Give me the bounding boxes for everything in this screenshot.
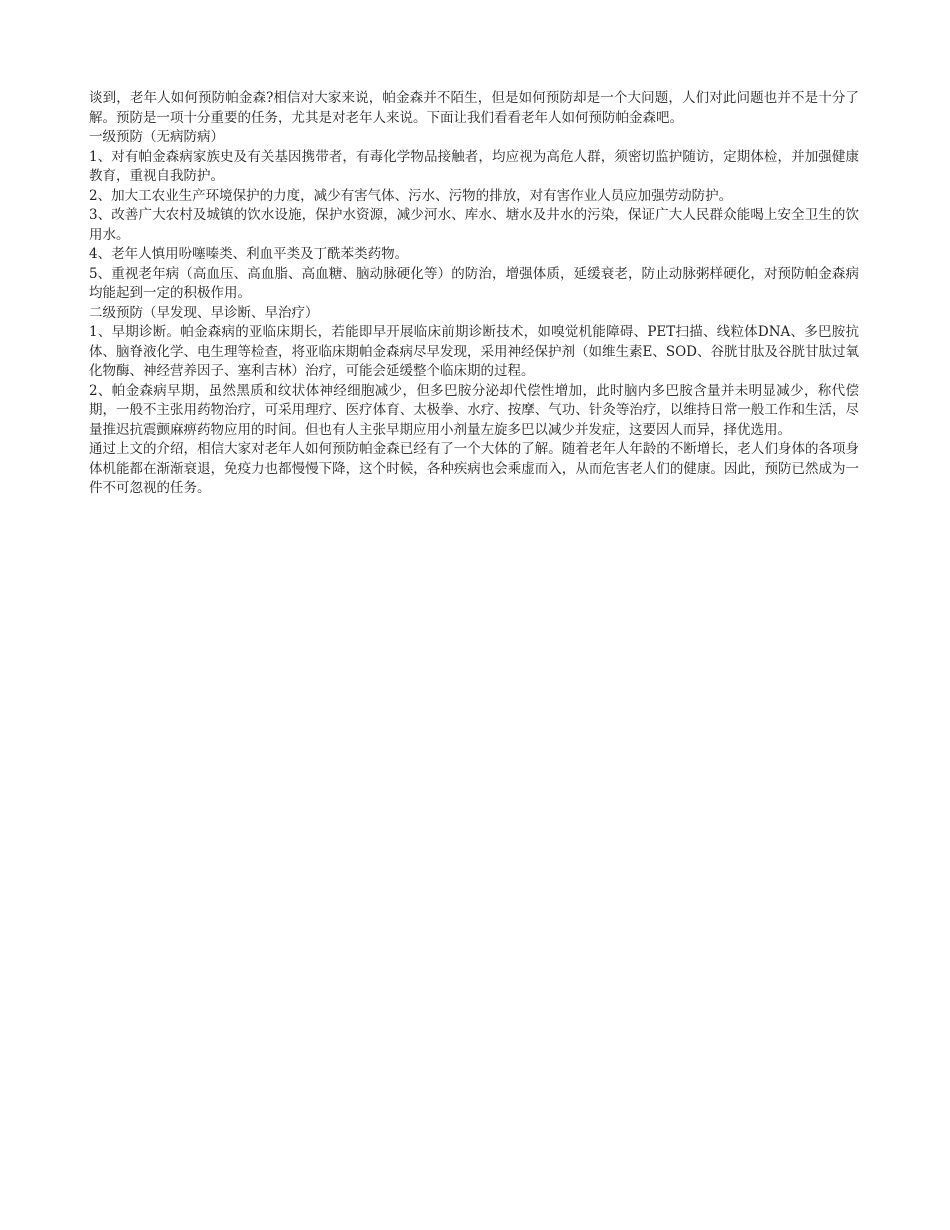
secondary-item-1: 1、早期诊断。帕金森病的亚临床期长，若能即早开展临床前期诊断技术，如嗅觉机能障碍、PET扫描、线粒体DNA、多巴胺抗体、脑脊液化学、电生理等检查，将亚临床期帕金森病尽早发现，采用神经保护剂（如维生素E、SOD、谷胱甘肽及谷胱甘肽过氧化物酶、神经营养因子、塞利吉林）治疗，可能会延缓整个临床期的过程。	[89, 324, 859, 379]
primary-item-1: 1、对有帕金森病家族史及有关基因携带者，有毒化学物品接触者，均应视为高危人群，须密切监护随访，定期体检，并加强健康教育，重视自我防护。	[89, 148, 859, 184]
primary-item-4: 4、老年人慎用吩噻嗪类、利血平类及丁酰苯类药物。	[89, 246, 409, 262]
primary-item-3: 3、改善广大农村及城镇的饮水设施，保护水资源，减少河水、库水、塘水及井水的污染，保证广大人民群众能喝上安全卫生的饮用水。	[89, 207, 859, 243]
conclusion-paragraph: 通过上文的介绍，相信大家对老年人如何预防帕金森已经有了一个大体的了解。随着老年人年龄的不断增长，老人们身体的各项身体机能都在渐渐衰退，免疫力也都慢慢下降，这个时候，各种疾病也会乘虚而入，从而危害老人们的健康。因此，预防已然成为一件不可忽视的任务。	[89, 441, 859, 496]
document-body	[89, 89, 859, 499]
primary-item-2: 2、加大工农业生产环境保护的力度，减少有害气体、污水、污物的排放，对有害作业人员应加强劳动防护。	[89, 187, 733, 204]
section-heading-secondary-prevention: 二级预防（早发现、早诊断、早治疗）	[89, 304, 319, 321]
intro-paragraph: 谈到，老年人如何预防帕金森?相信对大家来说，帕金森并不陌生，但是如何预防却是一个大问题，人们对此问题也并不是十分了解。预防是一项十分重要的任务，尤其是对老年人来说。下面让我们看看老年人如何预防帕金森吧。	[89, 90, 859, 126]
section-heading-primary-prevention: 一级预防（无病防病）	[89, 129, 224, 145]
primary-item-5: 5、重视老年病（高血压、高血脂、高血糖、脑动脉硬化等）的防治，增强体质，延缓衰老，防止动脉粥样硬化，对预防帕金森病均能起到一定的积极作用。	[89, 265, 859, 301]
secondary-item-2: 2、帕金森病早期，虽然黑质和纹状体神经细胞减少，但多巴胺分泌却代偿性增加，此时脑内多巴胺含量并未明显减少，称代偿期，一般不主张用药物治疗，可采用理疗、医疗体育、太极拳、水疗、按摩、气功、针灸等治疗，以维持日常一般工作和生活，尽量推迟抗震颤麻痹药物应用的时间。但也有人主张早期应用小剂量左旋多巴以减少并发症，这要因人而异，择优选用。	[89, 382, 859, 438]
